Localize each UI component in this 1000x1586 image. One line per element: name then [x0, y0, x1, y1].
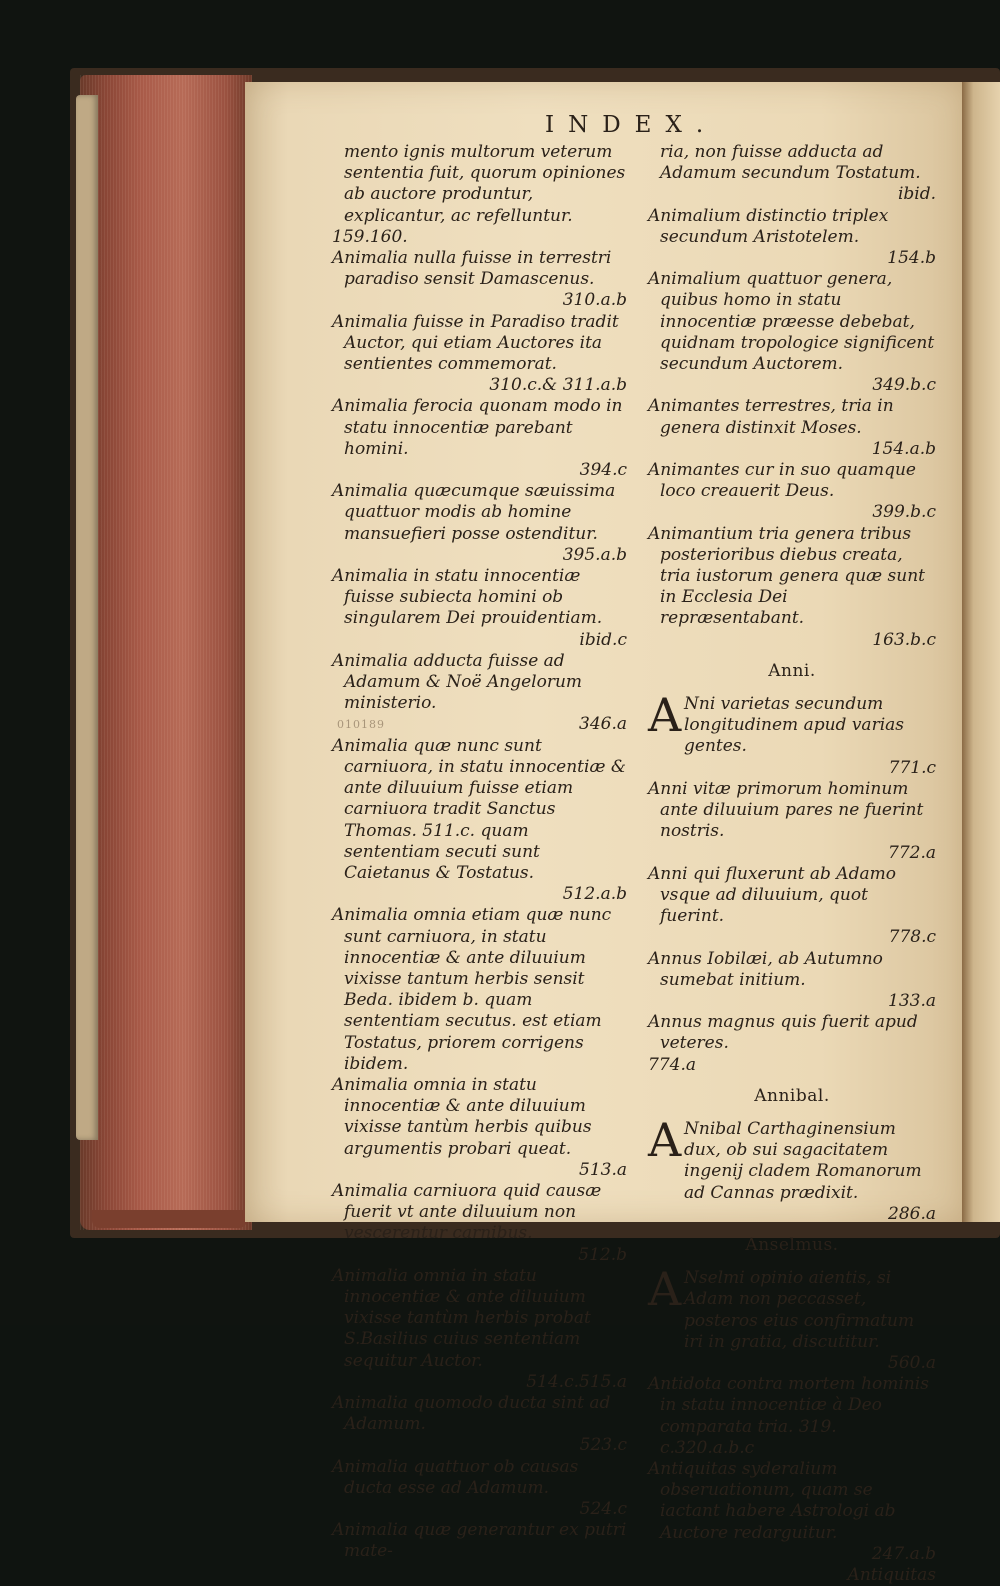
index-entry: [332, 1393, 627, 1457]
entry-text: Annus magnus quis fuerit apud veteres.: [648, 1012, 918, 1054]
entry-ref: 154.b: [887, 248, 936, 269]
entry-ref: ibid.: [897, 184, 936, 205]
entry-text: Animantium tria genera tribus posterioribus diebus creata, tria iustorum genera quæ sunt in Ecclesia Dei repræsentabant.: [648, 523, 925, 629]
entry-text: Animalia omnia in statu innocentiæ & ante diluuium vixisse tantùm herbis probat S.Basilius cuius sententiam sequitur Auctor.: [332, 1265, 591, 1371]
entry-ref: 399.b.c: [872, 502, 936, 523]
entry-text: Animalia fuisse in Paradiso tradit Auctor, qui etiam Auctores ita sentientes commemorat.: [332, 311, 619, 375]
entry-ref: 286.a: [888, 1203, 936, 1224]
index-entry: [332, 396, 627, 481]
index-column-left: [332, 142, 627, 1563]
entry-text: Animalia omnia in statu innocentiæ & ante diluuium vixisse tantùm herbis quibus argumentis probari queat.: [332, 1074, 592, 1159]
entry-ref: 133.a: [888, 990, 936, 1011]
index-entry: [648, 1262, 936, 1374]
entry-text: Antiquitas syderalium obseruationum, quam se iactant habere Astrologi ab Auctore redarguitur.: [648, 1458, 896, 1543]
section-heading-annibal: Annibal.: [754, 1085, 830, 1106]
library-stamp: 010189: [337, 718, 385, 731]
entry-ref: 774.a: [648, 1054, 696, 1075]
entry-ref: 512.a.b: [562, 884, 627, 905]
drop-cap: A: [648, 1112, 682, 1167]
entry-text: ria, non fuisse adducta ad Adamum secundum Tostatum.: [660, 142, 921, 184]
entry-text: Animalia omnia etiam quæ nunc sunt carniuora, in statu innocentiæ & ante diluuium vixisse tantum herbis sensit Beda. ibidem b. quam sententiam secutus. est etiam Tostatus, priorem corrigens ibidem.: [332, 905, 612, 1074]
index-entry: [332, 905, 627, 1075]
entry-ref: 778.c: [888, 927, 936, 948]
index-entry: [332, 566, 627, 651]
entry-text: Animalia quomodo ducta sint ad Adamum.: [332, 1392, 611, 1435]
entry-ref: ibid.c: [579, 629, 627, 650]
entry-text: mento ignis multorum veterum sententia fuit, quorum opiniones ab auctore produntur, explicantur, ac refelluntur.: [344, 142, 626, 226]
entry-text: Nni varietas secundum longitudinem apud varias gentes.: [684, 694, 904, 757]
drop-cap: A: [648, 688, 682, 743]
drop-cap: A: [648, 1262, 682, 1317]
index-entry: [332, 312, 627, 397]
entry-ref: 514.c.515.a: [526, 1371, 627, 1392]
entry-ref: 349.b.c: [872, 375, 936, 396]
entry-ref: 310.c.& 311.a.b: [489, 375, 627, 396]
entry-ref: 154.a.b: [871, 438, 936, 459]
entry-text: Animalia quæcumque sæuissima quattuor modis ab homine mansuefieri posse ostenditur.: [332, 481, 616, 544]
entry-text: Nselmi opinio aientis, si Adam non peccasset, posteros eius confirmatum iri in gratia, discutitur.: [684, 1268, 915, 1352]
entry-ref: 772.a: [888, 842, 936, 863]
entry-ref: 771.c: [888, 757, 936, 778]
index-entry: [332, 1181, 627, 1266]
entry-text: Animalia carniuora quid causæ fuerit vt ante diluuium non vescerentur carnibus.: [332, 1180, 602, 1244]
facing-page-edge: [962, 82, 1000, 1222]
entry-text: Animalia adducta fuisse ad Adamum & Noë Angelorum ministerio.: [332, 650, 583, 714]
catchword-text: Antiquitas: [847, 1565, 936, 1585]
index-entry: [332, 1457, 627, 1521]
entry-ref: 395.a.b: [562, 544, 627, 565]
entry-text: Animalia quattuor ob causas ducta esse ad Adamum.: [332, 1456, 579, 1498]
entry-text: Animalia quæ nunc sunt carniuora, in statu innocentiæ & ante diluuium fuisse etiam carniuora tradit Sanctus Thomas. 511.c. quam sententiam secuti sunt Caietanus & Tostatus.: [332, 735, 626, 883]
entry-ref: 346.a: [579, 714, 627, 735]
entry-ref: 523.c: [579, 1435, 627, 1456]
index-entry: [648, 269, 936, 396]
entry-ref: 310.a.b: [562, 290, 627, 311]
index-entry: [648, 864, 936, 949]
index-entry: [332, 248, 627, 312]
entry-ref: 513.a: [579, 1159, 627, 1180]
index-entry: [332, 481, 627, 566]
index-entry: [648, 1012, 936, 1076]
index-entry: [648, 1459, 936, 1565]
entry-ref: 560.a: [888, 1352, 936, 1373]
index-entry: [332, 1266, 627, 1393]
index-entry: [332, 736, 627, 906]
index-entry: [648, 206, 936, 270]
entry-ref: 163.b.c: [872, 629, 936, 650]
index-entry: [332, 1520, 627, 1562]
index-column-right: [648, 142, 936, 1586]
entry-text: Animalia in statu innocentiæ fuisse subiecta homini ob singularem Dei prouidentiam.: [332, 566, 603, 629]
entry-ref: 159.160.: [332, 226, 408, 247]
entry-ref: 394.c: [579, 460, 627, 481]
index-entry: [648, 460, 936, 524]
index-entry: [332, 1075, 627, 1181]
section-heading-anni: Anni.: [768, 660, 816, 681]
index-entry: [332, 142, 627, 248]
index-entry: [648, 524, 936, 651]
catchword: [648, 1565, 936, 1586]
entry-text: Nnibal Carthaginensium dux, ob sui sagacitatem ingenij cladem Romanorum ad Cannas prædixit.: [684, 1118, 922, 1203]
entry-text: Animalia nulla fuisse in terrestri paradiso sensit Damascenus.: [332, 248, 612, 290]
entry-ref: 524.c: [579, 1499, 627, 1519]
index-entry: [648, 779, 936, 864]
section-heading-anselmus: Anselmus.: [745, 1234, 839, 1255]
binding-edge: [92, 1210, 247, 1228]
entry-text: Anni vitæ primorum hominum ante diluuium pares ne fuerint nostris.: [648, 778, 924, 842]
entry-text: Animalia quæ generantur ex putri mate-: [332, 1520, 627, 1562]
entry-text: Antidota contra mortem hominis in statu innocentiæ à Deo comparata tria. 319. c.320.a.b.c: [648, 1374, 929, 1458]
index-entry: [648, 688, 936, 779]
entry-text: Animantes terrestres, tria in genera distinxit Moses.: [648, 396, 894, 438]
index-entry: [648, 1112, 936, 1225]
entry-text: Animalia ferocia quonam modo in statu innocentiæ parebant homini.: [332, 396, 623, 459]
running-head: INDEX.: [545, 112, 718, 138]
index-entry: [648, 949, 936, 1013]
entry-text: Animantes cur in suo quamque loco creauerit Deus.: [648, 460, 916, 502]
index-entry: [648, 142, 936, 206]
entry-ref: 247.a.b: [871, 1543, 936, 1564]
index-entry: [648, 396, 936, 460]
page-block-edge: [80, 75, 252, 1230]
entry-text: Animalium distinctio triplex secundum Aristotelem.: [648, 205, 889, 247]
entry-text: Animalium quattuor genera, quibus homo in statu innocentiæ præesse debebat, quidnam tropologice significent secundum Auctorem.: [648, 269, 935, 375]
entry-ref: 512.b: [578, 1244, 627, 1265]
entry-text: Anni qui fluxerunt ab Adamo vsque ad diluuium, quot fuerint.: [648, 863, 896, 927]
index-entry: [648, 1374, 936, 1459]
entry-text: Annus Iobilæi, ab Autumno sumebat initium.: [648, 948, 883, 990]
